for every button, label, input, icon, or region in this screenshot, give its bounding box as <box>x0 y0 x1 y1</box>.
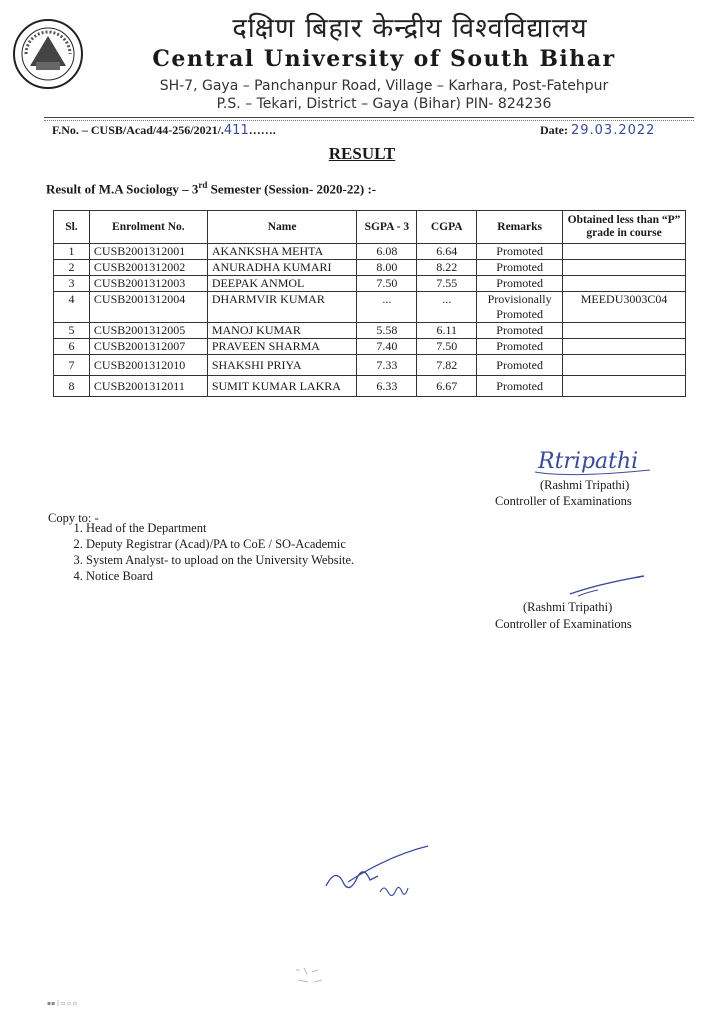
cell-sl: 2 <box>54 260 90 276</box>
col-header-sgpa: SGPA - 3 <box>357 211 417 244</box>
copy-to-label: Copy to: - <box>48 511 99 525</box>
list-item: 3. System Analyst- to upload on the University Website. <box>86 552 354 568</box>
date-value: 29.03.2022 <box>570 123 656 138</box>
cell-sl: 7 <box>54 355 90 376</box>
cell-enrolment: CUSB2001312001 <box>89 244 207 260</box>
cell-remarks: Promoted <box>477 276 563 292</box>
result-table <box>53 210 686 397</box>
cell-remarks: Promoted <box>477 376 563 397</box>
file-number-trail: ……. <box>248 123 276 137</box>
cell-name: AKANKSHA MEHTA <box>207 244 357 260</box>
cell-remarks <box>477 292 563 323</box>
cell-enrolment: CUSB2001312004 <box>89 292 207 323</box>
cell-name: PRAVEEN SHARMA <box>207 339 357 355</box>
table-row <box>54 276 686 292</box>
col-header-enrolment: Enrolment No. <box>89 211 207 244</box>
list-item: 1. Head of the Department <box>86 520 354 536</box>
cell-cgpa: 6.67 <box>417 376 477 397</box>
cell-obtained <box>563 260 686 276</box>
date-label: Date: <box>540 123 568 137</box>
cell-obtained <box>563 339 686 355</box>
cell-remarks: Promoted <box>477 339 563 355</box>
signatory-designation: Controller of Examinations <box>495 494 632 508</box>
header-divider <box>44 117 694 118</box>
col-header-name: Name <box>207 211 357 244</box>
list-item: 2. Deputy Registrar (Acad)/PA to CoE / SO-Academic <box>86 536 354 552</box>
cell-enrolment: CUSB2001312002 <box>89 260 207 276</box>
cell-cgpa: 8.22 <box>417 260 477 276</box>
cell-cgpa: ... <box>417 292 477 323</box>
cell-remarks: Promoted <box>477 323 563 339</box>
signature-rashmi-tripathi <box>530 440 670 480</box>
signature-stroke <box>568 570 648 600</box>
cell-obtained <box>563 323 686 339</box>
table-row <box>54 355 686 376</box>
handwritten-initials <box>318 836 438 906</box>
table-header-row <box>54 211 686 244</box>
university-name-hindi: दक्षिण बिहार केन्द्रीय विश्वविद्यालय <box>232 13 588 44</box>
table-row <box>54 376 686 397</box>
cell-remarks: Promoted <box>477 260 563 276</box>
address-line-2: P.S. – Tekari, District – Gaya (Bihar) PIN- 824236 <box>216 96 552 112</box>
cell-name: DHARMVIR KUMAR <box>207 292 357 323</box>
cell-enrolment: CUSB2001312011 <box>89 376 207 397</box>
cell-sgpa: 6.08 <box>357 244 417 260</box>
table-row <box>54 339 686 355</box>
svg-text:Rtripathi: Rtripathi <box>538 449 639 474</box>
cell-enrolment: CUSB2001312005 <box>89 323 207 339</box>
cell-enrolment: CUSB2001312007 <box>89 339 207 355</box>
cell-obtained <box>563 355 686 376</box>
cell-name: SUMIT KUMAR LAKRA <box>207 376 357 397</box>
remarks-line-2: Promoted <box>496 307 543 321</box>
cell-obtained <box>563 244 686 260</box>
cell-sgpa: 7.33 <box>357 355 417 376</box>
cell-obtained <box>563 276 686 292</box>
col-header-remarks: Remarks <box>477 211 563 244</box>
table-row <box>54 292 686 323</box>
cell-sgpa: ... <box>357 292 417 323</box>
cell-obtained: MEEDU3003C04 <box>563 292 686 323</box>
cell-sgpa: 6.33 <box>357 376 417 397</box>
col-header-cgpa: CGPA <box>417 211 477 244</box>
faint-stamp-mark <box>290 962 330 990</box>
cell-cgpa: 6.64 <box>417 244 477 260</box>
cell-name: SHAKSHI PRIYA <box>207 355 357 376</box>
cell-cgpa: 7.50 <box>417 339 477 355</box>
university-seal-logo <box>12 18 84 90</box>
signatory2-designation: Controller of Examinations <box>495 617 632 631</box>
cell-name: MANOJ KUMAR <box>207 323 357 339</box>
file-number <box>52 123 276 138</box>
cell-sl: 1 <box>54 244 90 260</box>
document-title: RESULT <box>328 144 396 163</box>
cell-sgpa: 5.58 <box>357 323 417 339</box>
cell-sl: 6 <box>54 339 90 355</box>
cell-cgpa: 6.11 <box>417 323 477 339</box>
remarks-line-1: Provisionally <box>487 292 552 306</box>
result-subtitle: Result of M.A Sociology – 3rd Semester (Session- 2020-22) :- <box>46 180 377 197</box>
cell-sgpa: 7.40 <box>357 339 417 355</box>
header-divider-dotted <box>44 120 694 121</box>
page-footer-mark: ▪▪ | ▫ ▫ ▫ <box>47 1000 77 1007</box>
signatory2-name: (Rashmi Tripathi) <box>523 600 613 614</box>
col-header-sl: Sl. <box>54 211 90 244</box>
document-date <box>540 123 655 138</box>
table-row <box>54 323 686 339</box>
cell-name: DEEPAK ANMOL <box>207 276 357 292</box>
cell-name: ANURADHA KUMARI <box>207 260 357 276</box>
signatory-name: (Rashmi Tripathi) <box>540 478 630 492</box>
table-row <box>54 244 686 260</box>
cell-sgpa: 8.00 <box>357 260 417 276</box>
table-row <box>54 260 686 276</box>
cell-sl: 8 <box>54 376 90 397</box>
copy-to-list <box>50 520 354 584</box>
col-header-obtained: Obtained less than “P” grade in course <box>563 211 686 244</box>
cell-cgpa: 7.55 <box>417 276 477 292</box>
list-item: 4. Notice Board <box>86 568 354 584</box>
cell-cgpa: 7.82 <box>417 355 477 376</box>
address-line-1: SH-7, Gaya – Panchanpur Road, Village – Karhara, Post-Fatehpur <box>159 78 609 94</box>
cell-sgpa: 7.50 <box>357 276 417 292</box>
cell-sl: 3 <box>54 276 90 292</box>
cell-remarks: Promoted <box>477 244 563 260</box>
file-number-handwritten: 411 <box>223 123 249 138</box>
cell-sl: 4 <box>54 292 90 323</box>
cell-sl: 5 <box>54 323 90 339</box>
university-name-english: Central University of South Bihar <box>152 46 616 72</box>
cell-remarks: Promoted <box>477 355 563 376</box>
cell-enrolment: CUSB2001312010 <box>89 355 207 376</box>
cell-obtained <box>563 376 686 397</box>
cell-enrolment: CUSB2001312003 <box>89 276 207 292</box>
file-number-label: F.No. – CUSB/Acad/44-256/2021/. <box>52 123 224 137</box>
